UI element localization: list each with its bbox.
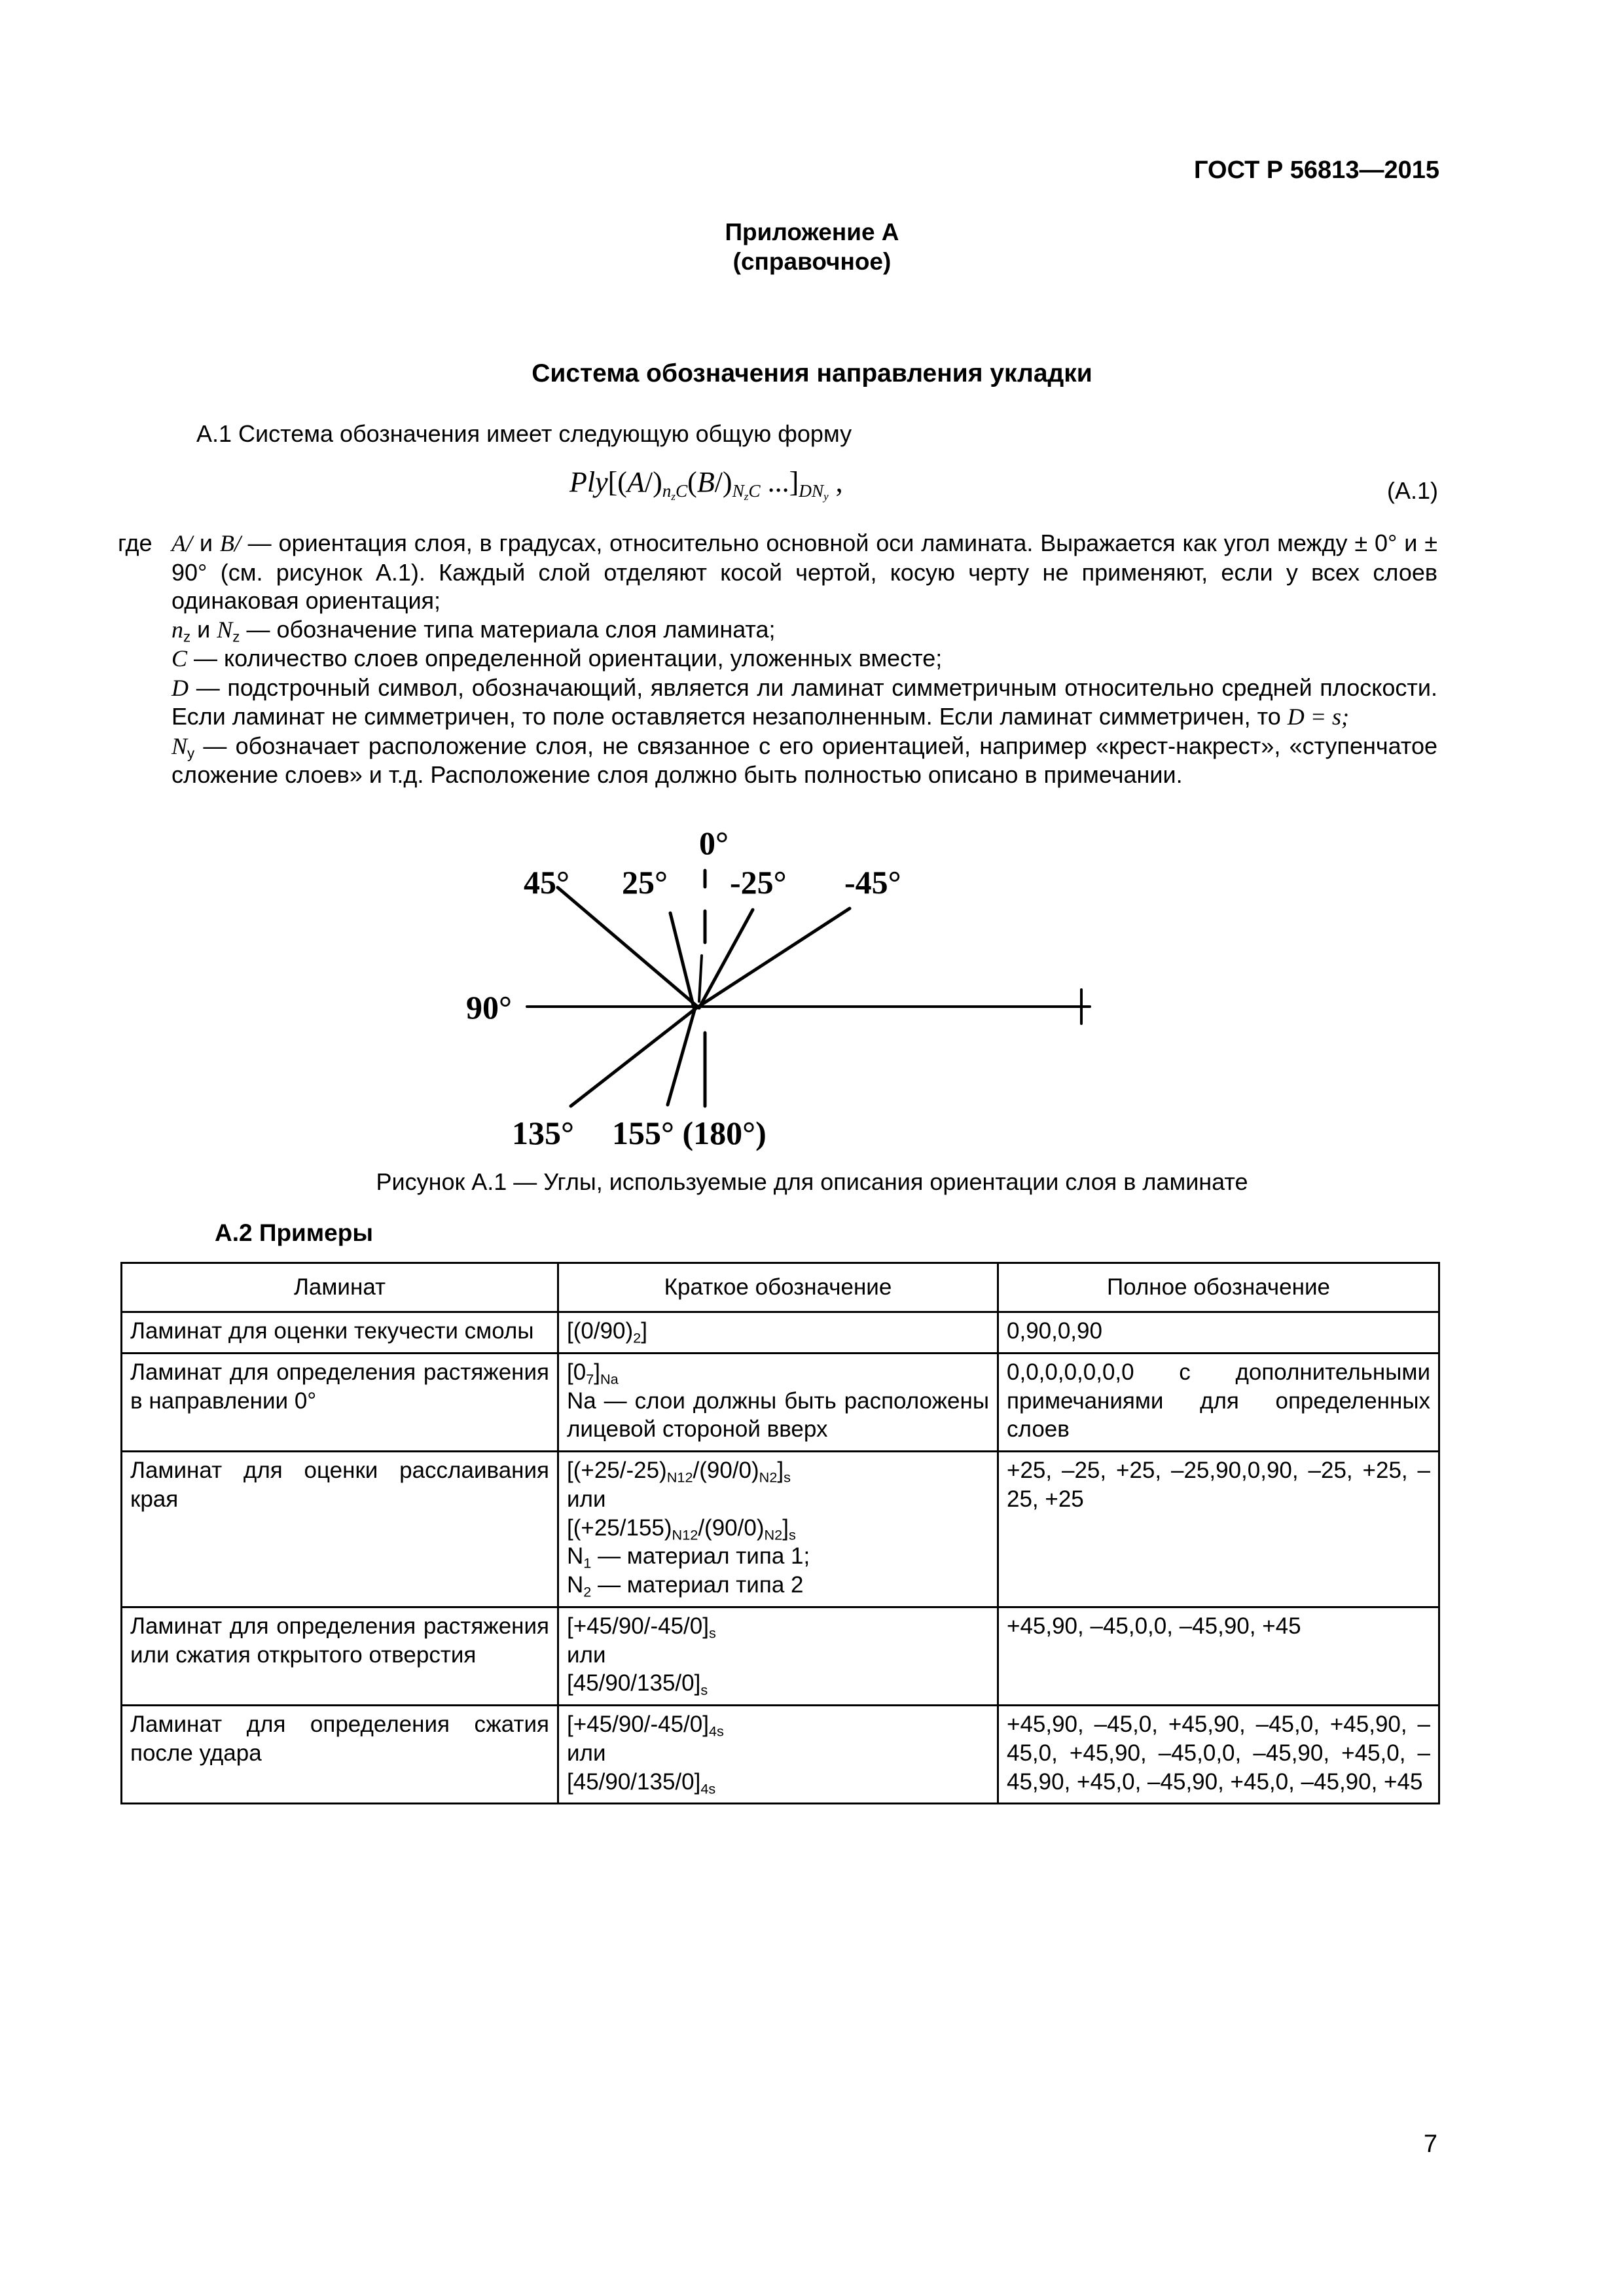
short-sub: N2 xyxy=(764,1526,783,1543)
label-0: 0° xyxy=(699,825,729,861)
short-sub: N2 xyxy=(759,1469,778,1486)
short-line xyxy=(567,1612,989,1641)
short-text: N xyxy=(567,1572,584,1598)
line-m25 xyxy=(699,910,753,1008)
cell-short xyxy=(558,1607,998,1705)
formula-open: ( xyxy=(687,466,697,498)
definition-item xyxy=(171,529,1437,615)
definition-text: — подстрочный символ, обозначающий, является ли ламинат симметричным относительно средней плоскости. Если ламинат не симметричен, то поле оставляется незаполненным. Если ламинат симметричен, то xyxy=(171,673,1437,730)
short-sub: N12 xyxy=(672,1526,698,1543)
appendix-label: Приложение А xyxy=(725,219,899,245)
formula-sub: N xyxy=(732,481,744,501)
cell-laminate: Ламинат для определения растяжения или сжатия открытого отверстия xyxy=(122,1607,558,1705)
figure-caption: Рисунок А.1 — Углы, используемые для описания ориентации слоя в ламинате xyxy=(376,1168,1248,1195)
short-line: или xyxy=(567,1740,606,1766)
short-line xyxy=(567,1571,989,1600)
short-sub: s xyxy=(700,1681,708,1698)
short-text: ] xyxy=(641,1318,647,1344)
line-155 xyxy=(668,1008,695,1105)
short-text: [+45/90/-45/0] xyxy=(567,1613,709,1639)
cell-short xyxy=(558,1353,998,1451)
symbol: C xyxy=(171,645,188,672)
column-header-short: Краткое обозначение xyxy=(558,1263,998,1312)
short-sub: 2 xyxy=(583,1583,592,1600)
short-sub: 4s xyxy=(708,1723,724,1740)
label-90: 90° xyxy=(466,989,512,1026)
definition-text: — обозначение типа материала слоя ламината; xyxy=(240,615,776,643)
table-row xyxy=(122,1706,1439,1804)
column-header-full: Полное обозначение xyxy=(998,1263,1439,1312)
formula-slash: /) xyxy=(714,466,732,498)
formula-sub: z xyxy=(744,490,749,503)
short-sub: s xyxy=(784,1469,791,1486)
formula-ply: Ply xyxy=(569,466,608,498)
formula-sub: DN xyxy=(799,481,824,501)
where-label: где xyxy=(118,529,153,556)
short-line xyxy=(567,1768,989,1797)
cell-laminate: Ламинат для определения сжатия после удара xyxy=(122,1706,558,1804)
short-line xyxy=(567,1669,989,1698)
definition-item xyxy=(171,644,1437,673)
short-line: или xyxy=(567,1486,606,1512)
formula-bracket: ] xyxy=(789,466,799,498)
cell-laminate: Ламинат для определения растяжения в направлении 0° xyxy=(122,1353,558,1451)
short-text: [45/90/135/0] xyxy=(567,1670,701,1696)
formula-sub: C xyxy=(748,481,761,501)
figure-lines xyxy=(527,870,1090,1106)
label-m45: -45° xyxy=(844,864,901,901)
cell-full: 0,90,0,90 xyxy=(998,1312,1439,1354)
definition-item xyxy=(171,673,1437,732)
short-text: ] xyxy=(777,1458,784,1483)
symbol-sub: y xyxy=(187,745,195,762)
short-line xyxy=(567,1710,989,1739)
appendix-title xyxy=(0,217,1624,276)
short-line: Na — слои должны быть расположены лицевой стороной вверх xyxy=(567,1388,989,1443)
short-sub: N12 xyxy=(666,1469,693,1486)
definition-text: — обозначает расположение слоя, не связанное с его ориентацией, например «крест-накрест», «ступенчатое сложение слоев» и т.д. Расположение слоя должно быть полностью описано в примечании. xyxy=(171,732,1437,789)
short-sub: 2 xyxy=(633,1329,641,1346)
definition-item xyxy=(171,615,1437,645)
short-line xyxy=(567,1456,989,1485)
examples-heading: А.2 Примеры xyxy=(215,1219,373,1246)
definition-item xyxy=(171,732,1437,789)
cell-full: +45,90, –45,0, +45,90, –45,0, +45,90, –45,0, +45,90, –45,0,0, –45,90, +45,0, –45,90, +45,0, –45,90, +45,0, –45,90, +45 xyxy=(998,1706,1439,1804)
definition-text: — ориентация слоя, в градусах, относительно основной оси ламината. Выражается как угол между ± 0° и ± 90° (см. рисунок А.1). Каждый слой отделяют косой чертой, косую черту не применяют, если у всех слоев одинаковая ориентация; xyxy=(171,529,1437,615)
cell-laminate: Ламинат для оценки расслаивания края xyxy=(122,1452,558,1607)
short-sub: Na xyxy=(600,1371,619,1388)
appendix-type: (справочное) xyxy=(732,248,892,276)
symbol: D = s; xyxy=(1287,704,1350,730)
symbol: A/ xyxy=(171,530,192,556)
intro-paragraph: А.1 Система обозначения имеет следующую общую форму xyxy=(196,420,852,447)
label-45: 45° xyxy=(524,864,569,901)
orientation-figure xyxy=(0,818,1624,1158)
symbol: n xyxy=(171,616,183,643)
formula-slash: /) xyxy=(644,466,662,498)
short-line xyxy=(567,1514,989,1543)
short-text: ] xyxy=(594,1359,600,1385)
short-text: [(+25/155) xyxy=(567,1515,672,1541)
short-text: [45/90/135/0] xyxy=(567,1768,701,1795)
table-row xyxy=(122,1312,1439,1354)
column-header-laminate: Ламинат xyxy=(122,1263,558,1312)
formula-b: B xyxy=(696,466,715,498)
cell-short xyxy=(558,1706,998,1804)
short-sub: 7 xyxy=(586,1371,594,1388)
short-line: или xyxy=(567,1641,606,1668)
symbol: D xyxy=(171,674,189,701)
short-sub: s xyxy=(708,1624,716,1641)
short-text: [+45/90/-45/0] xyxy=(567,1712,709,1737)
formula-sub: z xyxy=(671,490,676,503)
examples-table xyxy=(120,1262,1440,1804)
short-text: N xyxy=(567,1543,584,1570)
table-row xyxy=(122,1353,1439,1451)
label-155: 155° (180°) xyxy=(612,1115,767,1151)
short-sub: 1 xyxy=(583,1554,592,1571)
line-m45 xyxy=(696,908,850,1008)
formula-open: [( xyxy=(607,466,627,498)
short-text: [(+25/-25) xyxy=(567,1458,667,1483)
short-text: — материал типа 1; xyxy=(591,1543,810,1570)
symbol-sub: z xyxy=(232,628,240,645)
symbol-sub: z xyxy=(183,628,191,645)
short-sub: s xyxy=(788,1526,796,1543)
formula xyxy=(569,465,843,503)
line-0-center xyxy=(699,956,702,1001)
formula-sub: n xyxy=(662,481,672,501)
symbol: B/ xyxy=(219,530,241,556)
cell-full: +45,90, –45,0,0, –45,90, +45 xyxy=(998,1607,1439,1705)
definition-text: и xyxy=(190,615,217,643)
table-header-row xyxy=(122,1263,1439,1312)
label-m25: -25° xyxy=(730,864,787,901)
short-text: [(0/90) xyxy=(567,1318,634,1344)
section-heading: Система обозначения направления укладки xyxy=(532,359,1092,387)
short-line xyxy=(567,1358,989,1387)
label-135: 135° xyxy=(512,1115,574,1151)
label-25: 25° xyxy=(622,864,668,901)
definition-text: и xyxy=(192,529,220,556)
table-row xyxy=(122,1452,1439,1607)
short-text: — материал типа 2 xyxy=(591,1572,804,1598)
cell-short xyxy=(558,1452,998,1607)
short-text: [0 xyxy=(567,1359,586,1385)
definition-text: — количество слоев определенной ориентации, уложенных вместе; xyxy=(187,645,943,672)
page-number: 7 xyxy=(1423,2130,1437,2158)
short-text: /(90/0) xyxy=(693,1458,759,1483)
formula-number: (А.1) xyxy=(1386,477,1438,504)
cell-full: +25, –25, +25, –25,90,0,90, –25, +25, –25, +25 xyxy=(998,1452,1439,1607)
symbol: N xyxy=(171,732,188,759)
short-text: /(90/0) xyxy=(698,1515,765,1541)
definitions-list xyxy=(171,529,1437,789)
table-row xyxy=(122,1607,1439,1705)
cell-laminate: Ламинат для оценки текучести смолы xyxy=(122,1312,558,1354)
short-line xyxy=(567,1542,989,1571)
short-text: ] xyxy=(782,1515,789,1541)
formula-comma: , xyxy=(828,466,843,498)
formula-a: A xyxy=(626,466,645,498)
document-code: ГОСТ Р 56813—2015 xyxy=(1194,156,1439,184)
formula-sub: y xyxy=(823,490,829,503)
cell-short xyxy=(558,1312,998,1354)
short-sub: 4s xyxy=(700,1780,716,1797)
line-135 xyxy=(571,1008,696,1106)
short-line xyxy=(567,1317,989,1346)
cell-full: 0,0,0,0,0,0,0 с дополнительными примечаниями для определенных слоев xyxy=(998,1353,1439,1451)
formula-sub: C xyxy=(675,481,688,501)
formula-dots: ... xyxy=(760,466,789,498)
symbol: N xyxy=(217,616,233,643)
